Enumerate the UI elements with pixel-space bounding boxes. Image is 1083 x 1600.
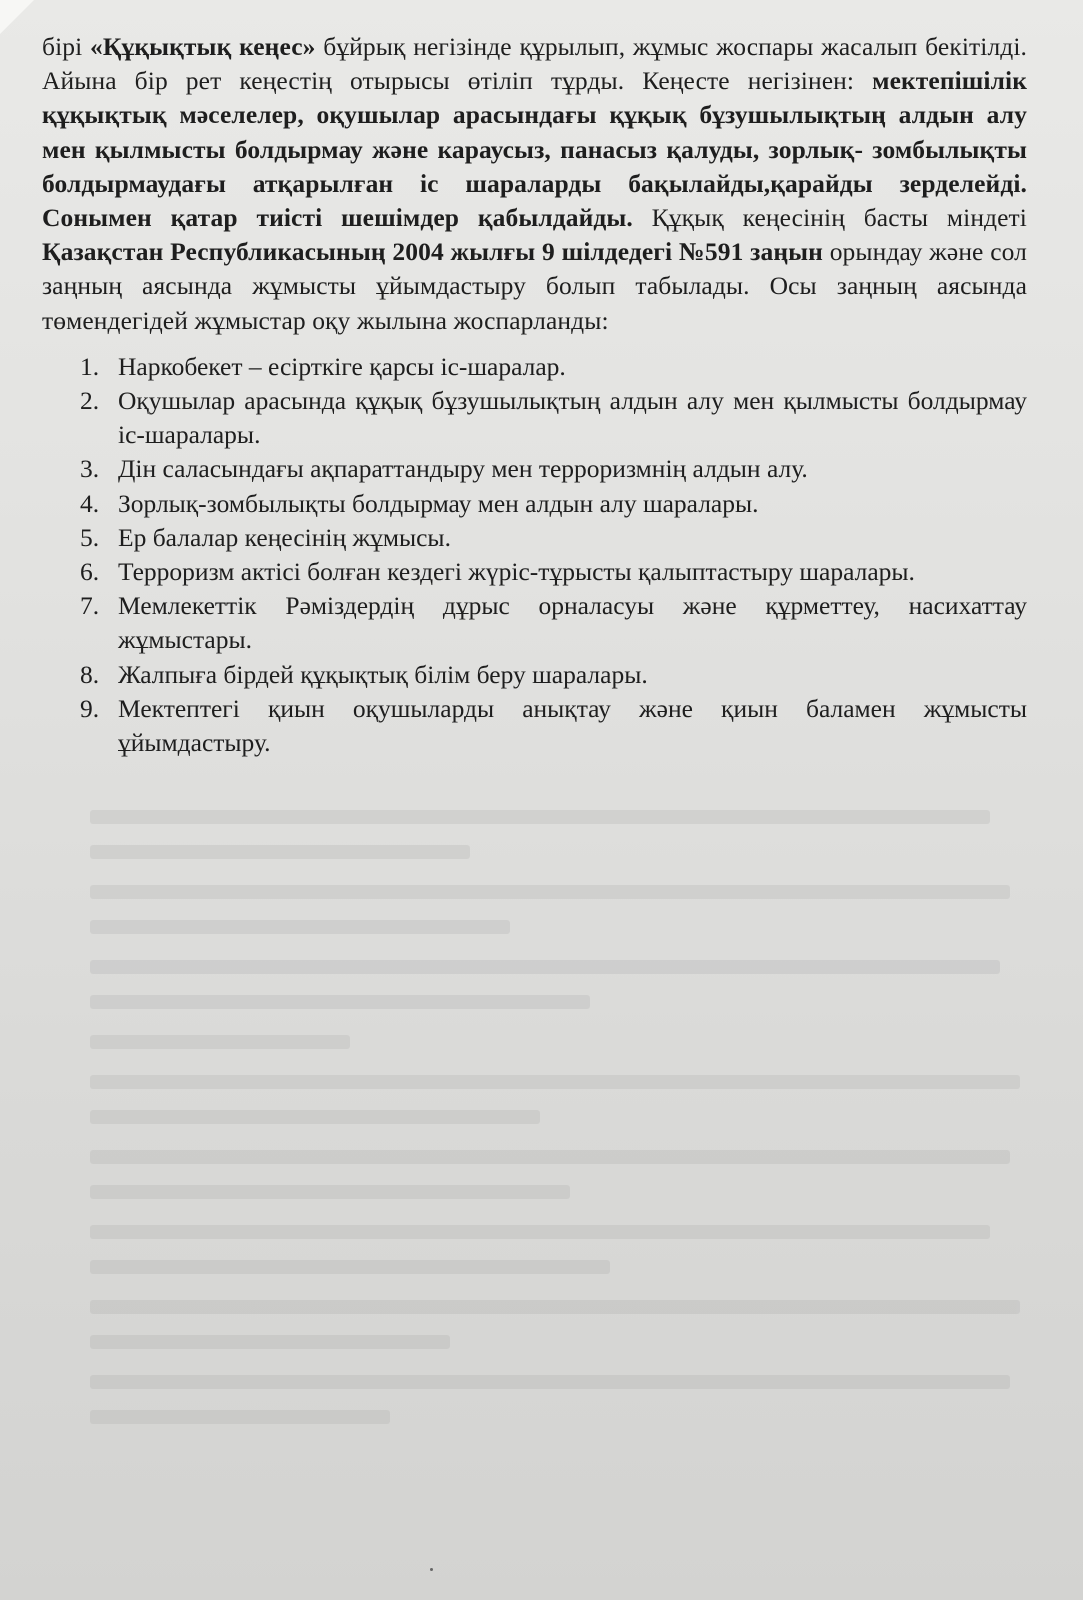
para-bold-council-name: «Құқықтық кеңес» xyxy=(90,32,316,61)
list-item xyxy=(42,452,1027,486)
para-text-3: Құқық кеңесінің басты міндеті xyxy=(632,203,1027,233)
list-item-text: Ер балалар кеңесінің жұмысы. xyxy=(118,522,451,552)
list-item-number: 5. xyxy=(80,522,100,552)
list-item-text: Терроризм актісі болған кездегі жүріс-тұрысты қалыптастыру шаралары. xyxy=(118,557,915,587)
list-item-text: Зорлық-зомбылықты болдырмау мен алдын алу шаралары. xyxy=(118,488,759,518)
list-item-text: Мемлекеттік Рәміздердің дұрыс орналасуы және құрметтеу, насихаттау жұмыстары. xyxy=(118,591,1027,655)
list-item-number: 9. xyxy=(80,693,100,723)
list-item-number: 3. xyxy=(80,454,100,484)
list-item xyxy=(42,658,1027,692)
list-item-text: Наркобекет – есірткіге қарсы іс-шаралар. xyxy=(118,351,566,381)
list-item-text: Жалпыға бірдей құқықтық білім беру шаралары. xyxy=(118,659,648,689)
list-item-number: 7. xyxy=(80,591,100,621)
list-item-number: 2. xyxy=(80,386,100,416)
para-text-2: бұйрық негізінде құрылып, жұмыс жоспары жасалып бекітілді. Айына бір рет кеңестің отырысы өтіліп тұрды. Кеңесте негізінен: xyxy=(42,32,1027,96)
show-through-text xyxy=(20,790,1060,1490)
para-bold-law-reference: Қазақстан Республикасының 2004 жылғы 9 шілдедегі №591 заңын xyxy=(42,237,823,267)
para-text-1: бірі xyxy=(42,32,91,61)
list-item xyxy=(42,384,1027,452)
list-item xyxy=(42,692,1027,760)
intro-paragraph xyxy=(42,30,1027,338)
list-item xyxy=(42,555,1027,589)
planned-activities-list xyxy=(42,350,1027,760)
list-item xyxy=(42,487,1027,521)
document-page xyxy=(42,30,1027,760)
paper-speck xyxy=(430,1568,433,1571)
list-item xyxy=(42,350,1027,384)
list-item-number: 1. xyxy=(80,351,100,381)
list-item xyxy=(42,589,1027,657)
para-text-4: орындау және сол заңның аясында жұмысты ұйымдастыру болып табылады. Осы заңның аясында төмендегідей жұмыстар оқу жылына жоспарланды: xyxy=(42,237,1027,335)
para-bold-council-tasks: мектепішілік құқықтық мәселелер, оқушылар арасындағы құқық бұзушылықтың алдын алу мен қылмысты болдырмау және караусыз, панасыз қалуды, зорлық- зомбылықты болдырмаудағы атқарылған іс шараларды бақылайды,қарайды зерделейді. Сонымен қатар тиісті шешімдер қабылдайды. xyxy=(42,66,1027,233)
list-item-text: Оқушылар арасында құқық бұзушылықтың алдын алу мен қылмысты болдырмау іс-шаралары. xyxy=(118,386,1027,450)
list-item-number: 8. xyxy=(80,659,100,689)
page-corner-fold xyxy=(0,0,34,34)
list-item-number: 4. xyxy=(80,488,100,518)
list-item-number: 6. xyxy=(80,557,100,587)
list-item xyxy=(42,521,1027,555)
list-item-text: Мектептегі қиын оқушыларды анықтау және қиын баламен жұмысты ұйымдастыру. xyxy=(118,693,1027,758)
list-item-text: Дін саласындағы ақпараттандыру мен терроризмнің алдын алу. xyxy=(118,454,808,484)
